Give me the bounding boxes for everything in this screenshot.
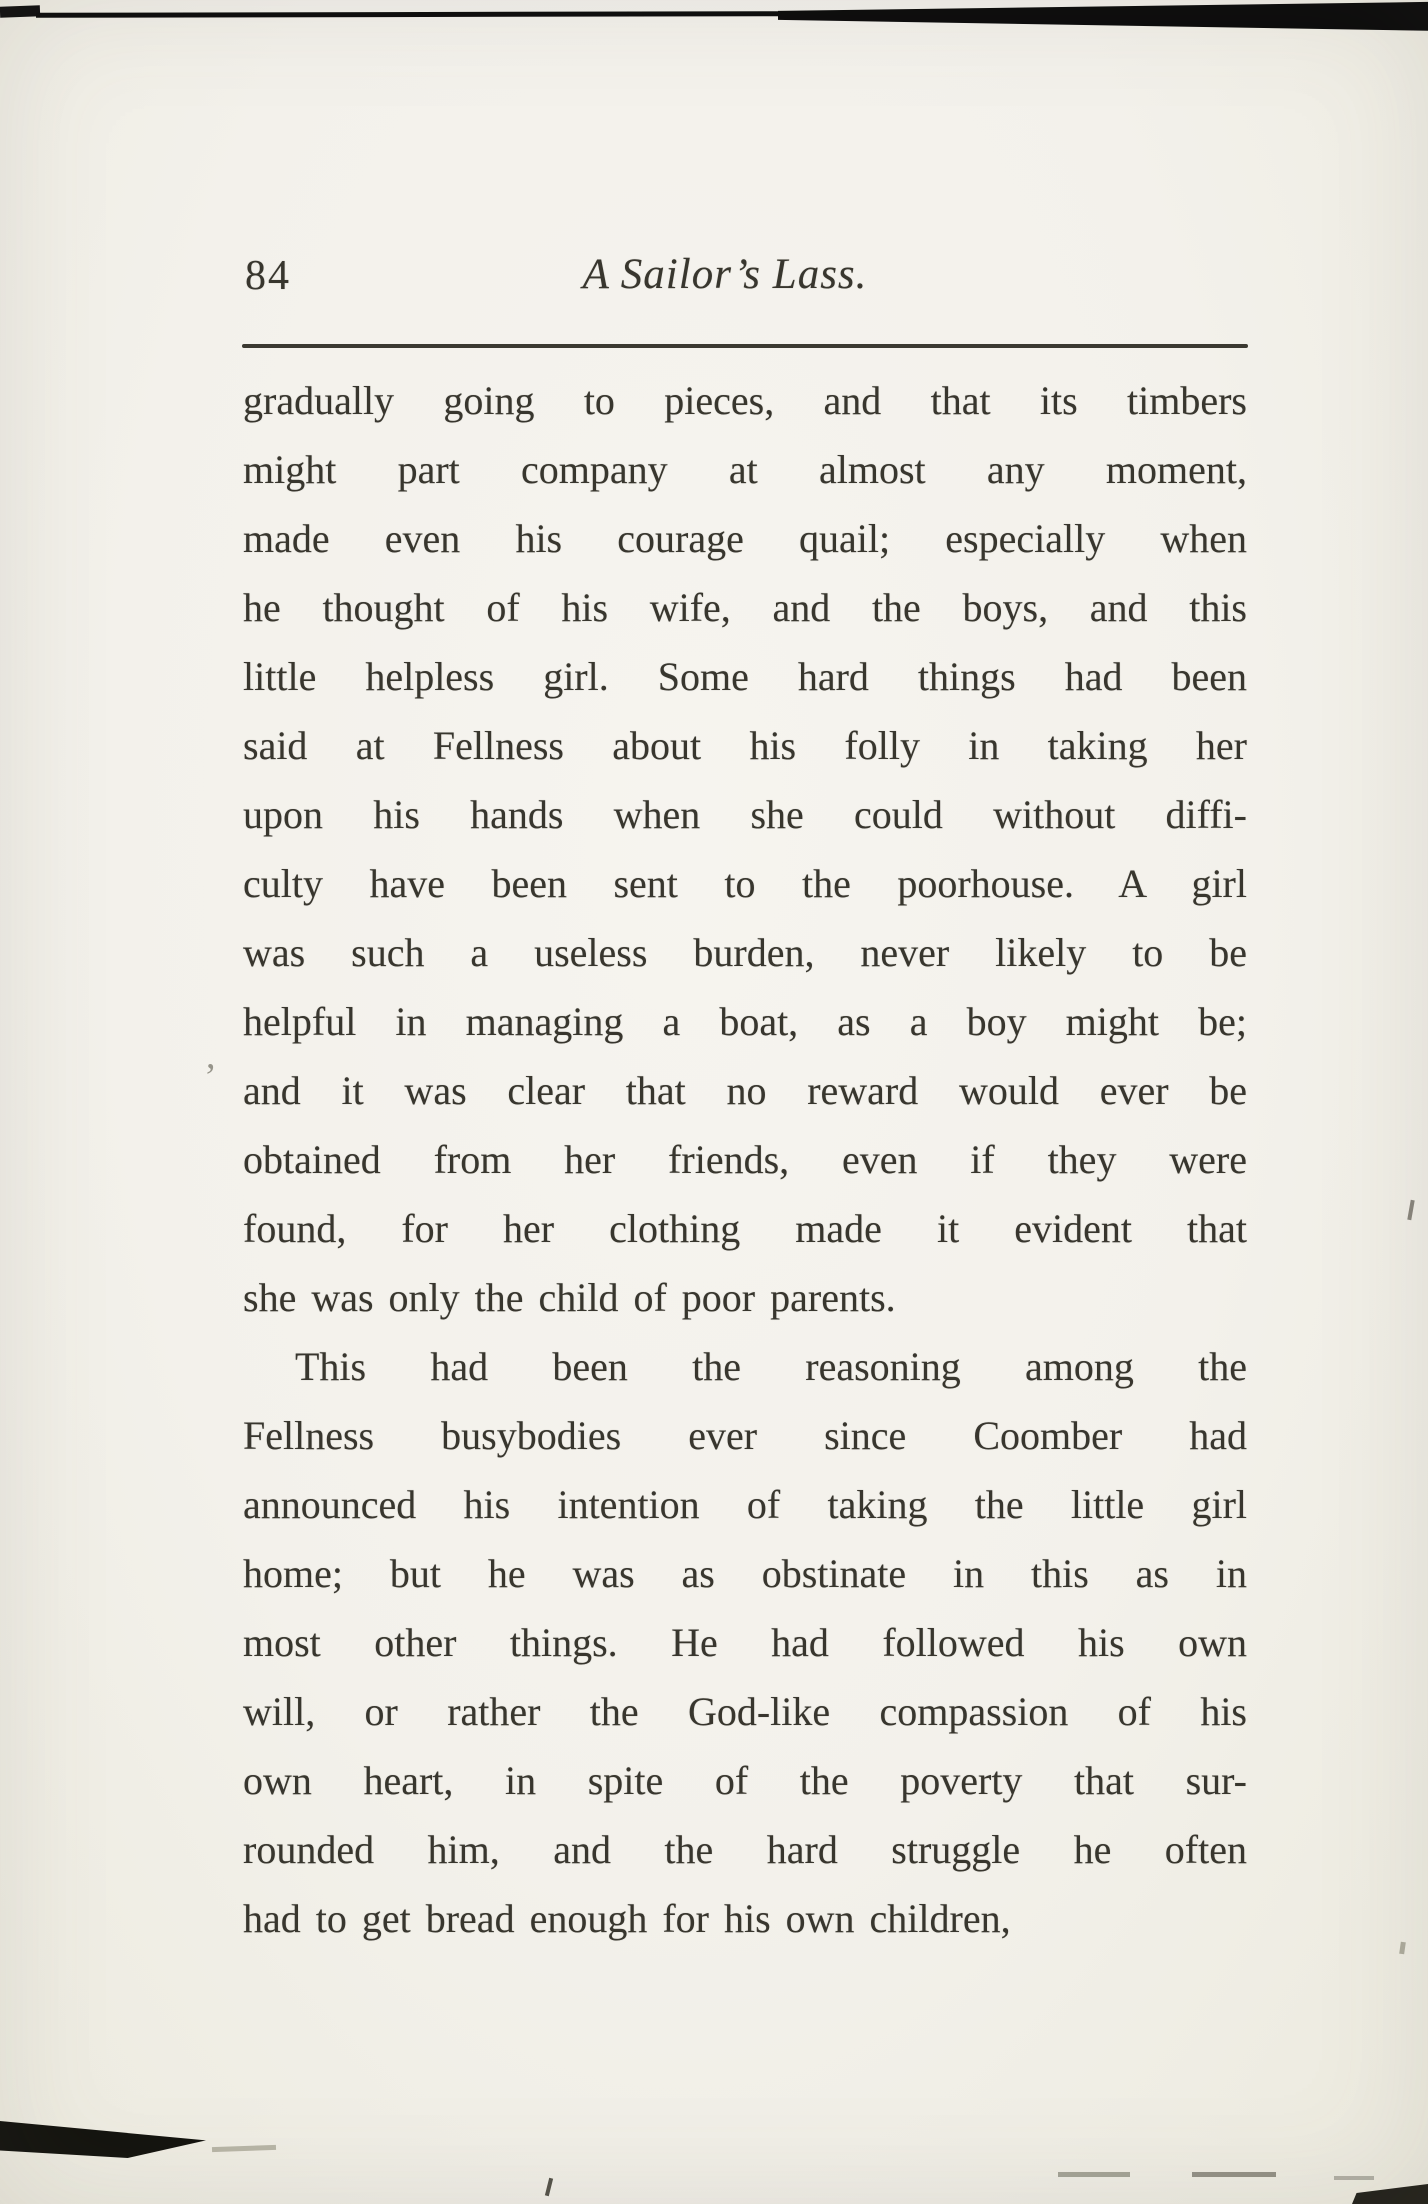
scan-artifact-top-left-corner: [0, 5, 40, 17]
text-line: will, or rather the God-like compassion of his: [243, 1689, 1247, 1734]
text-line: made even his courage quail; especially when: [243, 516, 1247, 561]
text-line: and it was clear that no reward would ever be: [243, 1068, 1247, 1113]
text-line: might part company at almost any moment,: [243, 447, 1247, 492]
text-line: announced his intention of taking the little girl: [243, 1482, 1247, 1527]
text-line: rounded him, and the hard struggle he often: [243, 1827, 1247, 1872]
page-header: [243, 250, 1247, 312]
scan-artifact-right-margin-slash: [1407, 1200, 1414, 1220]
text-line: home; but he was as obstinate in this as in: [243, 1551, 1247, 1596]
text-line: he thought of his wife, and the boys, and this: [243, 585, 1247, 630]
text-line: upon his hands when she could without diffi-: [243, 792, 1247, 837]
scan-artifact-bottom-left-wedge: [0, 2116, 206, 2158]
scan-artifact-bottom-dash: [212, 2145, 276, 2152]
scan-artifact-bottom-right-blob: [1352, 2184, 1428, 2204]
text-line: little helpless girl. Some hard things had been: [243, 654, 1247, 699]
text-line: had to get bread enough for his own children,: [243, 1896, 1011, 1941]
text-line: obtained from her friends, even if they were: [243, 1137, 1247, 1182]
text-line: was such a useless burden, never likely to be: [243, 930, 1247, 975]
page-number: 84: [245, 253, 291, 299]
text-line: own heart, in spite of the poverty that sur-: [243, 1758, 1247, 1803]
text-line: said at Fellness about his folly in taking her: [243, 723, 1247, 768]
text-line: helpful in managing a boat, as a boy might be;: [243, 999, 1247, 1044]
running-title: A Sailor’s Lass.: [582, 251, 868, 298]
scan-artifact-top-edge-band: [778, 0, 1428, 32]
scan-artifact-bottom-dash: [1334, 2176, 1374, 2180]
paragraph-2: [243, 1332, 1247, 1953]
scan-artifact-top-edge-line: [36, 11, 792, 18]
text-line: This had been the reasoning among the: [295, 1344, 1247, 1389]
scan-artifact-margin-comma: ,: [206, 1035, 216, 1077]
scan-artifact-bottom-dash: [1058, 2172, 1130, 2177]
text-line: gradually going to pieces, and that its timbers: [243, 378, 1247, 423]
text-line: Fellness busybodies ever since Coomber had: [243, 1413, 1247, 1458]
header-rule: [242, 344, 1248, 348]
scan-artifact-bottom-slash: [545, 2178, 553, 2196]
page-body: [243, 366, 1247, 1953]
scan-artifact-bottom-dash: [1192, 2172, 1276, 2177]
text-line: most other things. He had followed his own: [243, 1620, 1247, 1665]
text-line: found, for her clothing made it evident that: [243, 1206, 1247, 1251]
paragraph-1: [243, 366, 1247, 1332]
scan-artifact-right-margin-mark: [1399, 1942, 1406, 1955]
text-line: she was only the child of poor parents.: [243, 1275, 896, 1320]
text-line: culty have been sent to the poorhouse. A girl: [243, 861, 1247, 906]
